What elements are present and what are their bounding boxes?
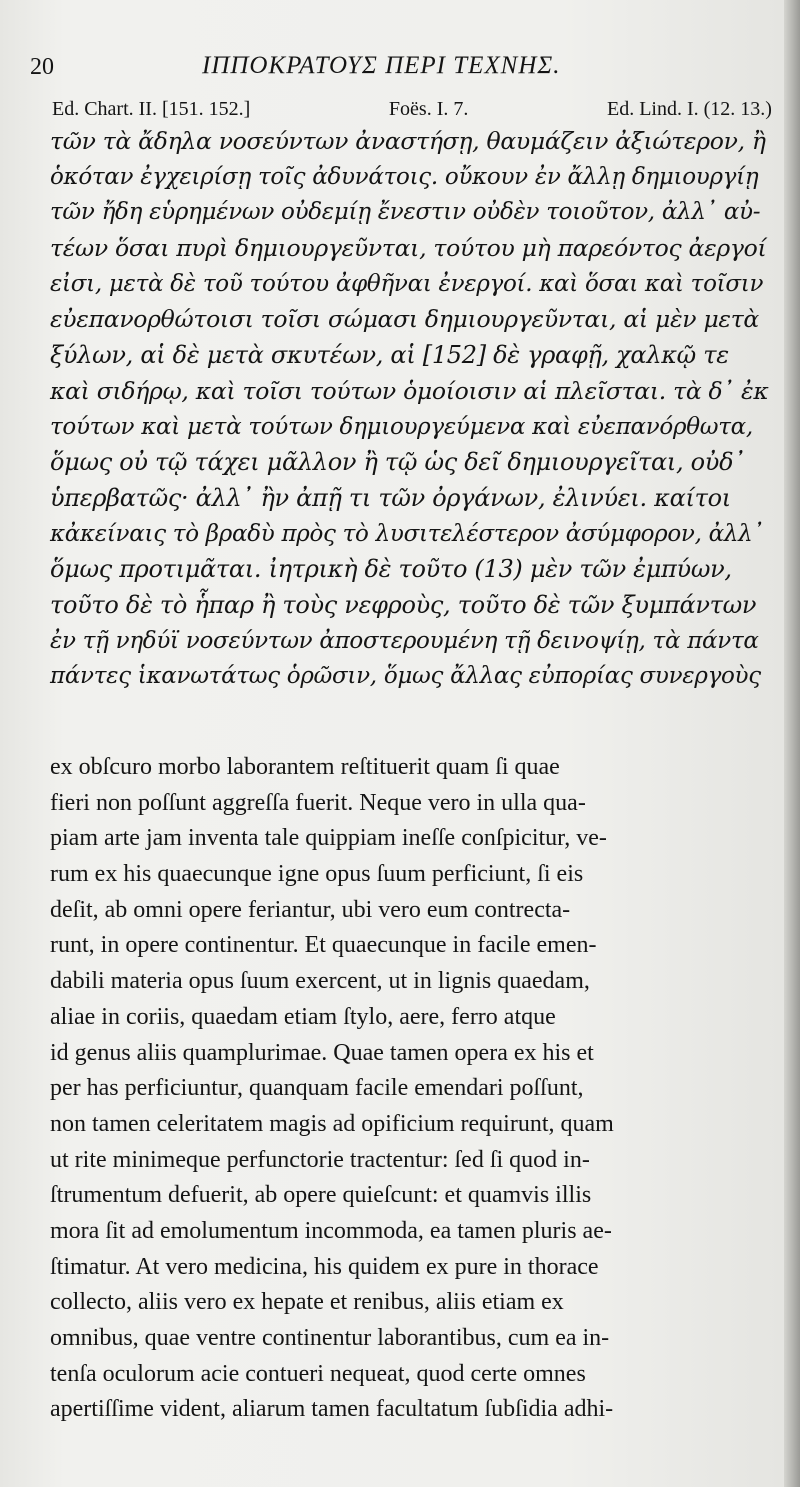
- page-edge-shadow: [784, 0, 800, 1487]
- latin-text-block: [50, 750, 772, 1428]
- edition-ref-chartier: Ed. Chart. II. [151. 152.]: [52, 98, 251, 120]
- latin-text-line: id genus aliis quamplurimae. Quae tamen opera ex his et: [50, 1039, 594, 1066]
- running-title: ΙΠΠΟΚΡΑΤΟΥΣ ΠΕΡΙ ΤΕΧΝΗΣ.: [202, 52, 561, 79]
- latin-text-line: non tamen celeritatem magis ad opificium requirunt, quam: [50, 1110, 614, 1137]
- latin-text-line: piam arte jam inventa tale quippiam ineſſe conſpicitur, ve-: [50, 825, 607, 852]
- latin-text-line: per has perficiuntur, quanquam facile emendari poſſunt,: [50, 1075, 584, 1102]
- greek-text-line: τέων ὅσαι πυρὶ δημιουργεῦνται, τούτου μὴ παρεόντος ἀεργοί: [50, 234, 767, 263]
- greek-text-line: τοῦτο δὲ τὸ ἧπαρ ἢ τοὺς νεφροὺς, τοῦτο δὲ τῶν ξυμπάντων: [50, 590, 757, 619]
- greek-text-line: κἀκείναις τὸ βραδὺ πρὸς τὸ λυσιτελέστερον ἀσύμφορον, ἀλλ᾽: [50, 520, 764, 547]
- greek-text-line: ξύλων, αἱ δὲ μετὰ σκυτέων, αἱ [152] δὲ γραφῇ, χαλκῷ τε: [50, 341, 729, 370]
- page-number: 20: [30, 54, 54, 80]
- latin-text-line: ſtimatur. At vero medicina, his quidem ex pure in thorace: [50, 1253, 599, 1280]
- latin-text-line: apertiſſime vident, aliarum tamen facultatum ſubſidia adhi-: [50, 1396, 614, 1423]
- latin-text-line: aliae in coriis, quaedam etiam ſtylo, aere, ferro atque: [50, 1003, 556, 1030]
- greek-text-block: [50, 124, 768, 695]
- latin-text-line: ex obſcuro morbo laborantem reſtituerit quam ſi quae: [50, 754, 560, 780]
- latin-text-line: fieri non poſſunt aggreſſa fuerit. Neque vero in ulla qua-: [50, 789, 586, 816]
- greek-text-line: εὐεπανορθώτοισι τοῖσι σώμασι δημιουργεῦνται, αἱ μὲν μετὰ: [50, 305, 759, 334]
- latin-text-line: tenſa oculorum acie contueri nequeat, quod certe omnes: [50, 1360, 586, 1387]
- greek-text-line: ὑπερβατῶς· ἀλλ᾽ ἢν ἀπῇ τι τῶν ὀργάνων, ἐλινύει. καίτοι: [50, 483, 731, 512]
- greek-text-line: ὅμως οὐ τῷ τάχει μᾶλλον ἢ τῷ ὡς δεῖ δημιουργεῖται, οὐδ᾽: [50, 448, 745, 477]
- edition-ref-linden: Ed. Lind. I. (12. 13.): [607, 98, 772, 120]
- greek-text-line: τῶν τὰ ἄδηλα νοσεύντων ἀναστήσῃ, θαυμάζειν ἀξιώτερον, ἢ: [50, 127, 766, 155]
- latin-text-line: collecto, aliis vero ex hepate et renibus, aliis etiam ex: [50, 1289, 564, 1316]
- greek-text-line: πάντες ἱκανωτάτως ὁρῶσιν, ὅμως ἄλλας εὐπορίας συνεργοὺς: [50, 663, 761, 690]
- greek-text-line: ὅμως προτιμᾶται. ἰητρικὴ δὲ τοῦτο (13) μὲν τῶν ἐμπύων,: [50, 555, 732, 584]
- latin-text-line: mora ſit ad emolumentum incommoda, ea tamen pluris ae-: [50, 1217, 612, 1244]
- latin-text-line: ut rite minimeque perfunctorie tractentur: ſed ſi quod in-: [50, 1146, 590, 1173]
- latin-text-line: runt, in opere continentur. Et quaecunque in facile emen-: [50, 932, 597, 959]
- latin-text-line: omnibus, quae ventre continentur laborantibus, cum ea in-: [50, 1325, 610, 1351]
- page-header: [30, 52, 770, 92]
- edition-references: [52, 98, 772, 121]
- greek-text-line: εἰσι, μετὰ δὲ τοῦ τούτου ἀφθῆναι ἐνεργοί. καὶ ὅσαι καὶ τοῖσιν: [50, 270, 764, 297]
- greek-text-line: ὁκόταν ἐγχειρίσῃ τοῖς ἀδυνάτοις. οὔκουν ἐν ἄλλῃ δημιουργίῃ: [50, 163, 759, 190]
- latin-text-line: deſit, ab omni opere feriantur, ubi vero eum contrecta-: [50, 896, 571, 923]
- greek-text-line: καὶ σιδήρῳ, καὶ τοῖσι τούτων ὁμοίοισιν αἱ πλεῖσται. τὰ δ᾽ ἐκ: [50, 376, 769, 405]
- edition-ref-foes: Foës. I. 7.: [388, 98, 469, 120]
- greek-text-line: τούτων καὶ μετὰ τούτων δημιουργεύμενα καὶ εὐεπανόρθωτα,: [50, 413, 753, 440]
- latin-text-line: rum ex his quaecunque igne opus ſuum perficiunt, ſi eis: [50, 861, 584, 888]
- greek-text-line: ἐν τῇ νηδύϊ νοσεύντων ἀποστερουμένη τῇ δεινοψίῃ, τὰ πάντα: [50, 627, 759, 654]
- latin-text-line: ſtrumentum defuerit, ab opere quieſcunt: et quamvis illis: [50, 1182, 592, 1209]
- greek-text-line: τῶν ἤδη εὑρημένων οὐδεμίῃ ἔνεστιν οὐδὲν τοιοῦτον, ἀλλ᾽ αὐ-: [50, 199, 761, 226]
- latin-text-line: dabili materia opus ſuum exercent, ut in lignis quaedam,: [50, 968, 590, 995]
